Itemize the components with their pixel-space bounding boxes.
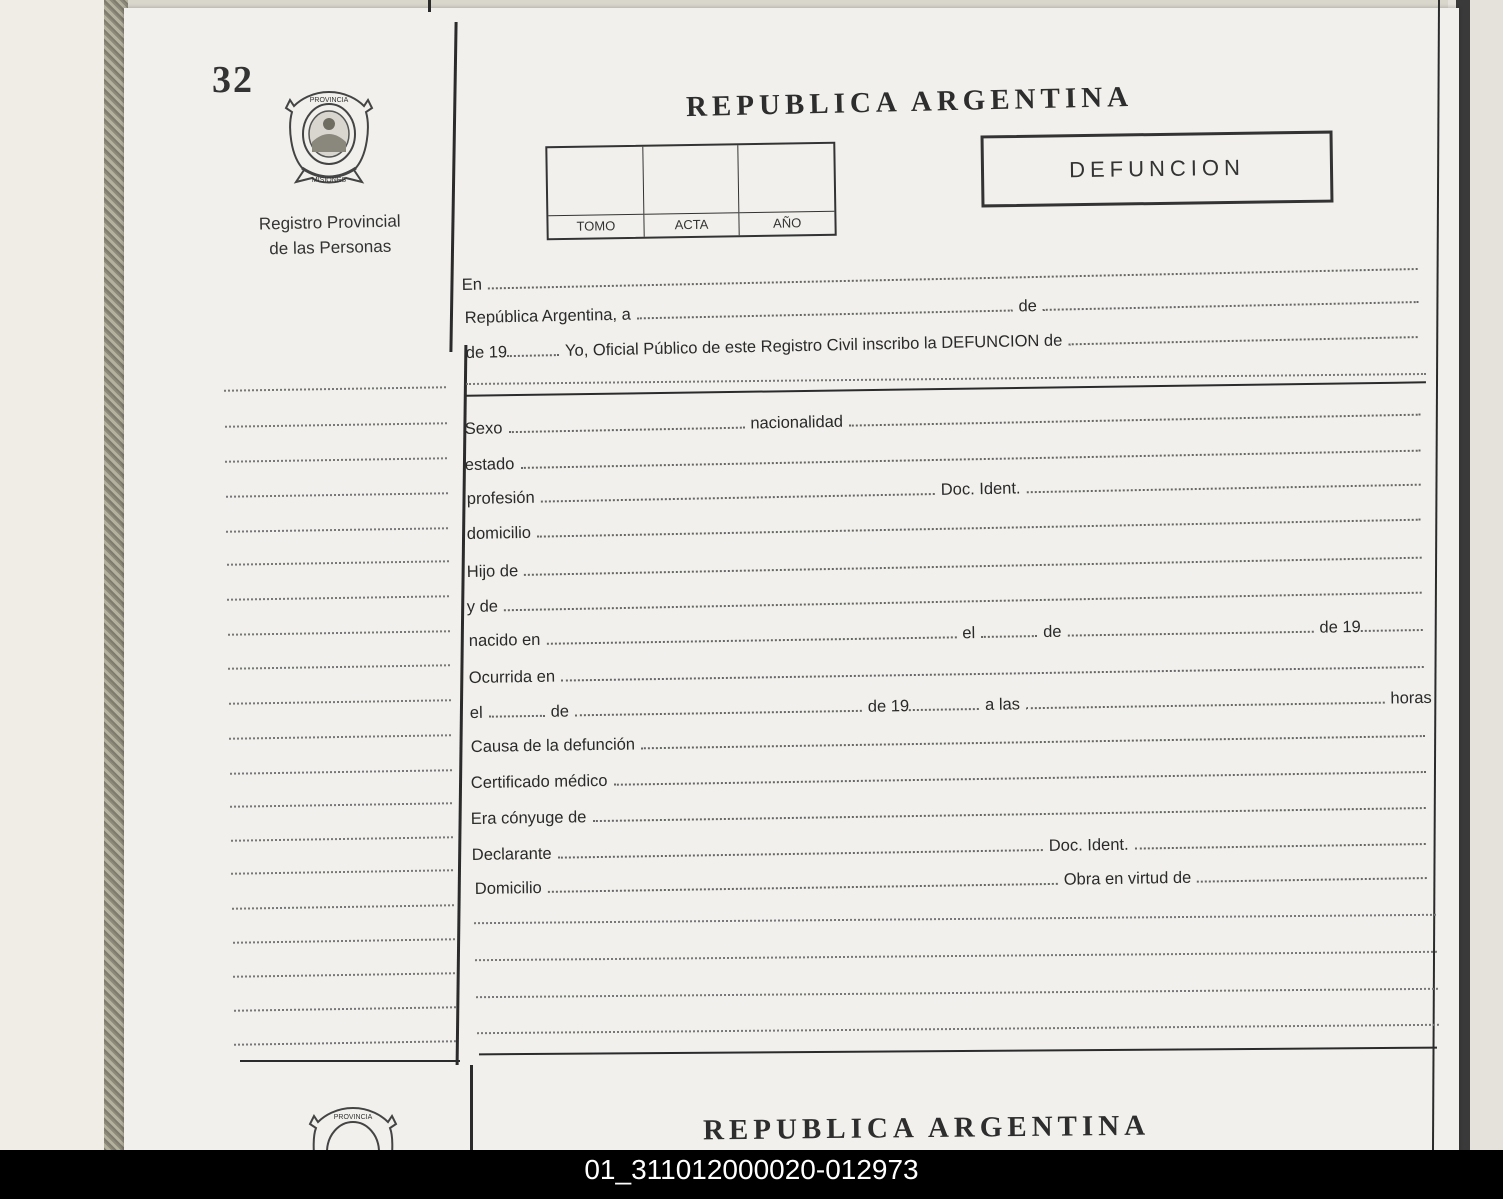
tomo-box [547,147,644,238]
de19-label: de 19 [1319,617,1361,637]
el-label: el [469,703,483,723]
page-number: 32 [212,59,254,101]
republica-label: República Argentina, a [464,305,631,328]
a-las-label: a las [984,695,1021,714]
lugar-nacimiento-line [546,635,956,644]
previous-page-edge [0,0,110,1150]
seal-top-text-next: PROVINCIA [333,1114,373,1121]
acta-label: ACTA [644,212,739,236]
acta-box [643,145,740,236]
de-label: de [1043,622,1062,641]
anio-label: AÑO [740,211,835,235]
registry-name-line1: Registro Provincial [258,211,401,234]
registry-name-line2: de las Personas [269,236,392,259]
horas-label: horas [1390,688,1432,708]
certificado-label: Certificado médico [470,771,608,793]
de-label: de [550,702,570,721]
ocurrida-label: Ocurrida en [468,667,556,688]
left-section-rule [240,1060,460,1062]
nacido-label: nacido en [468,630,541,651]
declarante-line [558,848,1043,859]
dia-def-line [489,714,545,718]
yo-oficial-label: Yo, Oficial Público de este Registro Civil inscribo la DEFUNCION de [564,331,1063,360]
provincial-seal-icon-next [306,1104,400,1150]
registry-name [239,208,420,262]
image-caption: 01_311012000020-012973 [0,1150,1503,1199]
dia-nac-line [981,634,1037,638]
mes-def-line [575,709,862,717]
anio-nac-line [1361,628,1423,632]
record-type-box: DEFUNCION [981,131,1334,208]
declarante-label: Declarante [471,844,552,865]
volume-boxes [545,142,836,241]
anio-line [507,353,559,357]
de19-label: de 19 [465,343,508,363]
sexo-label: Sexo [464,419,503,439]
doc-ident-label: Doc. Ident. [1048,835,1129,855]
top-divider-mark [428,0,431,12]
domicilio-label: domicilio [466,523,532,544]
anio-box [739,144,835,235]
sexo-line [508,426,744,434]
hora-line [1026,701,1385,710]
profesion-line [541,492,935,503]
el-label: el [962,624,976,643]
hijo-label: Hijo de [466,562,519,582]
estado-label: estado [464,455,515,475]
mes-nac-line [1068,630,1314,637]
seal-bottom-text: MISIONES [311,177,347,184]
provincial-seal-icon [282,86,376,196]
nombre-line [1068,335,1417,345]
doc-ident-line [1027,483,1421,494]
anio-def-line [909,707,979,711]
nacionalidad-label: nacionalidad [750,412,844,433]
conyuge-label: Era cónyuge de [470,808,587,829]
seal-top-text: PROVINCIA [309,97,349,104]
column-divider-bottom [470,1065,473,1150]
declarante-doc-line [1135,842,1426,850]
tomo-label: TOMO [548,214,643,238]
profesion-label: profesión [466,488,535,509]
country-title-next: REPUBLICA ARGENTINA [702,1109,1151,1147]
domicilio2-label: Domicilio [474,878,542,899]
obra-label: Obra en virtud de [1063,868,1192,889]
doc-ident-label: Doc. Ident. [940,479,1021,499]
de-label: de [1018,297,1038,316]
en-label: En [461,275,483,295]
obra-line [1197,876,1427,883]
country-title: REPUBLICA ARGENTINA [685,80,1134,124]
de19-label: de 19 [867,697,910,716]
causa-label: Causa de la defunción [470,735,636,757]
y-de-label: y de [466,597,499,617]
